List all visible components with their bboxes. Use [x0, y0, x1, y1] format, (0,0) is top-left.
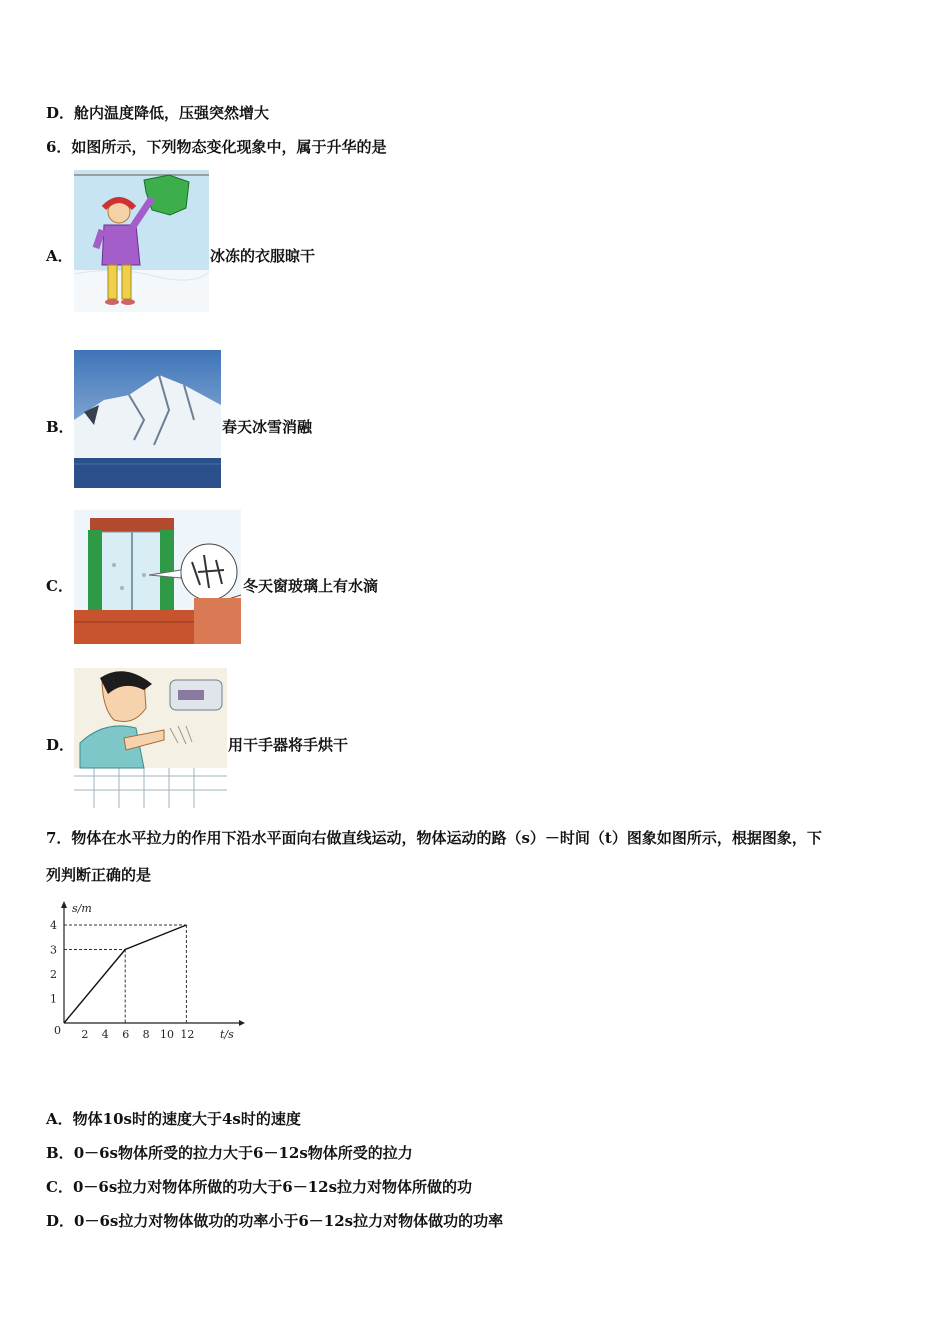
x-axis-label: t/s — [220, 1028, 234, 1041]
q6-option-a-caption: 冰冻的衣服晾干 — [210, 247, 316, 265]
q7-option-a-label: A． — [46, 1110, 73, 1128]
x-tick-label: 12 — [180, 1028, 195, 1041]
x-tick-label: 6 — [122, 1028, 130, 1041]
q7-option-a-text: 物体10s时的速度大于4s时的速度 — [72, 1110, 301, 1128]
q6-option-b-label: B． — [46, 418, 74, 436]
y-tick-label: 1 — [50, 992, 57, 1006]
y-axis-label: s/m — [72, 902, 92, 915]
st-graph — [44, 898, 254, 1048]
q7-option-c-text: 0－6s拉力对物体所做的功大于6－12s拉力对物体所做的功 — [72, 1178, 473, 1196]
q6-option-a-label: A． — [46, 247, 73, 265]
q7-stem-line2: 列判断正确的是 — [46, 866, 152, 884]
prev-option-d-label: D． — [46, 104, 75, 122]
y-axis-arrow — [61, 901, 67, 908]
x-tick-label: 10 — [160, 1028, 174, 1041]
x-tick-label: 4 — [101, 1028, 109, 1041]
q7-stem — [46, 820, 906, 894]
q6-option-b-image — [74, 350, 221, 488]
q6-stem: 6．如图所示，下列物态变化现象中，属于升华的是 — [46, 138, 387, 156]
x-tick-label: 8 — [142, 1028, 150, 1041]
q7-option-b-text: 0－6s物体所受的拉力大于6－12s物体所受的拉力 — [73, 1144, 413, 1162]
q7-option-b-label: B． — [46, 1144, 74, 1162]
q6-option-d-image — [74, 668, 227, 808]
q7-option-d — [46, 1210, 503, 1231]
q6-option-d-caption: 用干手器将手烘干 — [228, 736, 349, 754]
q7-option-b — [46, 1142, 413, 1163]
q6-option-c-label: C． — [46, 577, 73, 595]
q7-option-d-label: D． — [46, 1212, 75, 1230]
x-axis-arrow — [239, 1020, 245, 1026]
x-tick-label: 0 — [54, 1024, 61, 1037]
q6-option-a-image — [74, 170, 209, 312]
y-tick-label: 4 — [50, 919, 57, 932]
q7-option-a — [46, 1108, 301, 1129]
series-line — [64, 925, 186, 1023]
q7-stem-line1: 7．物体在水平拉力的作用下沿水平面向右做直线运动，物体运动的路（s）－时间（t）图象如图所示，根据图象，下 — [46, 829, 822, 847]
x-tick-label: 2 — [81, 1028, 89, 1041]
y-tick-label: 3 — [50, 943, 57, 957]
prev-option-d-text: 舱内温度降低，压强突然增大 — [74, 104, 270, 122]
q7-option-c — [46, 1176, 472, 1197]
prev-option-d — [46, 102, 269, 123]
q6-option-c-caption: 冬天窗玻璃上有水滴 — [243, 577, 379, 595]
q7-option-c-label: C． — [46, 1178, 73, 1196]
y-tick-label: 2 — [50, 968, 57, 981]
q6-option-c-image — [74, 510, 241, 644]
q6-option-b-caption: 春天冰雪消融 — [222, 418, 313, 436]
q7-option-d-text: 0－6s拉力对物体做功的功率小于6－12s拉力对物体做功的功率 — [74, 1212, 504, 1230]
q6-option-d-label: D． — [46, 736, 75, 754]
